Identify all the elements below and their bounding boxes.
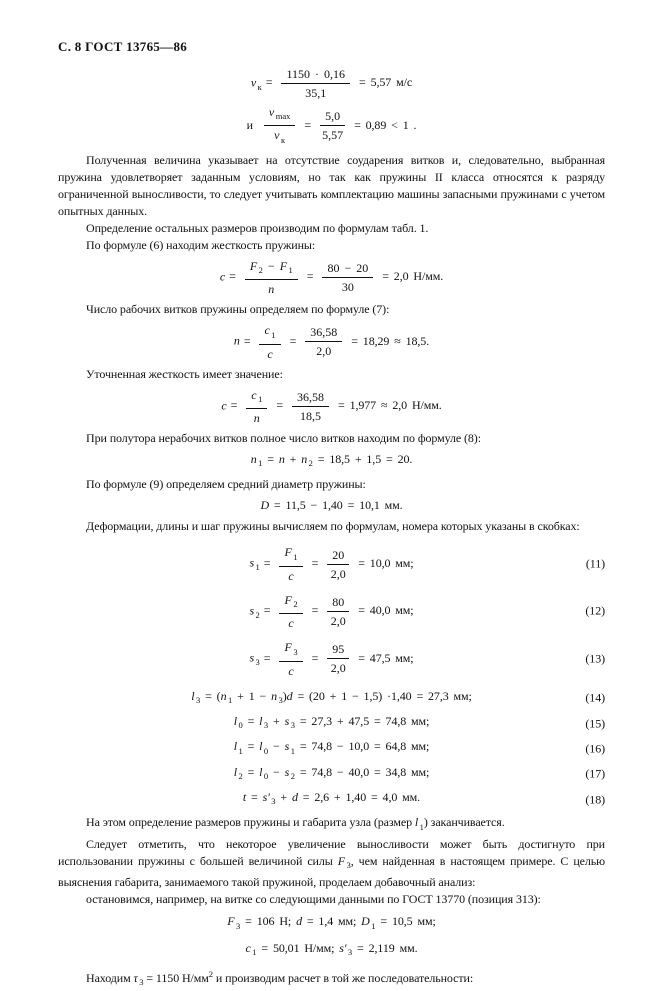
var-F: F [284,545,292,560]
text-run: На этом определение размеров пружины и габарита узла (размер [86,815,415,830]
numerator: 20 [327,548,349,565]
var-v: v [274,128,280,143]
math-text: = [246,790,263,805]
text-run: = 1150 Н/мм [143,971,209,986]
equation-result: = 2,6 + 1,40 = 4,0 мм. [297,790,421,805]
var-l: l [259,739,263,754]
var-F: F [279,258,288,273]
plus-sign: + [284,451,302,466]
var-n: n [301,451,308,466]
paragraph-formula-9: По формуле (9) определяем средний диаметр пружины: [86,477,366,492]
equation-total-coils [58,451,605,472]
subscript: 1 [228,694,233,705]
var-n: n [278,451,285,466]
var-n: n [250,451,257,466]
subscript: 1 [255,562,260,573]
math-text: = 2,119 мм. [352,940,418,955]
subscript: 2 [290,771,295,782]
math-text: = [242,739,260,754]
subscript: 3 [263,720,269,731]
var-v: v [250,75,257,90]
equation-number: (15) [585,716,605,731]
var-t: t [242,790,247,805]
var-D: D [260,498,270,513]
numerator: 5,0 [320,109,345,126]
equation-result: = (20 + 1 − 1,5) ·1,40 = 27,3 мм; [292,688,472,703]
equation-16 [58,738,605,759]
var-d: d [286,688,293,703]
var-d: d [296,914,302,929]
equals-sign: = [243,333,251,348]
paragraph-deformations: Деформации, длины и шаг пружины вычисляем по формулам, номера которых указаны в скобках: [86,519,580,534]
equation-number: (17) [585,766,605,781]
paragraph-sizes-complete [58,814,605,835]
equation-number: (16) [585,741,605,756]
numerator [264,105,295,126]
equation-stiffness [58,259,605,296]
equation-result: = 18,5 + 1,5 = 20. [312,451,413,466]
paragraph-formula-6: По формуле (6) находим жесткость пружины: [86,237,316,252]
equation-14 [58,688,605,709]
data-line-2 [58,940,605,961]
equation-number: (18) [585,792,605,807]
math-text: = ( [200,688,221,703]
paragraph-refined-stiffness: Уточненная жесткость имеет значение: [86,366,283,381]
paragraph-gost-13770: остановимся, например, на витке со следующими данными по ГОСТ 13770 (позиция 313): [86,892,541,907]
subscript: 1 [252,947,257,958]
denominator [279,567,302,583]
var-c: c [219,269,226,284]
equation-result: = 27,3 + 47,5 = 74,8 мм; [294,713,430,728]
var-s: s [249,650,255,665]
subscript: 1 [288,265,293,276]
equals-sign: = [306,269,314,284]
var-n: n [220,688,227,703]
math-text: = 10,5 мм; [375,914,436,929]
var-c: c [288,616,294,631]
equation-result: = 74,8 − 10,0 = 64,8 мм; [294,739,430,754]
subscript: 1 [290,745,295,756]
denominator [279,662,302,678]
math-text: − [268,739,285,754]
subscript: 3 [293,646,298,657]
equation-12 [58,593,605,630]
subscript: 1 [293,551,298,562]
equals-sign: = [265,75,273,90]
subscript: 3 [139,977,144,988]
fraction [259,323,280,360]
equation-17 [58,764,605,785]
var-F: F [284,640,292,655]
var-c: c [267,346,273,361]
equation-mean-diameter [58,497,605,514]
equation-result: = 1,977 ≈ 2,0 Н/мм. [338,398,442,413]
equation-number: (12) [585,603,605,618]
denominator: 2,0 [330,661,346,676]
fraction [327,642,349,675]
math-text: = 1,4 мм; [301,914,362,929]
text-run: , чем найденная в настоящем примере. С целью выяснения габарита, занимаемого такой пружиной, проделаем добавочный анализ: [58,853,605,890]
text-run: и производим расчет в той же последовательности: [213,971,474,986]
equation-result: = 2,0 Н/мм. [382,269,444,284]
var-c: c [288,568,294,583]
denominator: 35,1 [305,86,327,100]
paragraph-conclusion: Полученная величина указывает на отсутствие соударения витков и, следовательно, выбранная пружина удовлетворяет заданным условиям, но так как пружины II класса относятся к разряду ограниченной выносливости, то следует учитывать комплектацию машины запасными пружинами с учетом опытных данных. [58,152,605,218]
subscript: 2 [255,609,260,620]
numerator: 36,58 [292,390,329,407]
var-tau: τ [133,971,138,986]
numerator [245,259,298,280]
var-n: n [253,410,260,425]
var-D: D [361,914,370,929]
equals-sign: = [262,451,279,466]
subscript: к [281,134,286,145]
var-c: c [251,387,257,402]
denominator [264,126,295,146]
subscript: 3 [195,694,201,705]
denominator: 2,0 [316,344,332,359]
numerator [279,545,302,566]
denominator: 2,0 [330,566,346,581]
equals-sign: = [289,333,297,348]
fraction [245,259,298,296]
equals-sign: = [229,269,236,284]
subscript: 0 [263,771,269,782]
paragraph-formula-8: При полутора нерабочих витков полное число витков находим по формуле (8): [86,430,481,445]
subscript: 3 [271,796,276,807]
math-text: ) [282,688,287,703]
subscript: 2 [238,771,243,782]
minus-sign: − [262,258,280,273]
denominator [259,345,280,361]
equation-11 [58,545,605,582]
subscript: max [275,111,291,122]
numerator: 80 [327,595,349,612]
equals-sign: = [276,398,283,413]
equation-result: = 40,0 мм; [358,603,414,618]
paragraph-endurance-note [58,836,605,891]
subscript: 2 [258,265,263,276]
fraction [279,640,302,677]
paragraph-other-dimensions: Определение остальных размеров производим по формулам табл. 1. [86,220,429,235]
denominator: 5,57 [322,128,344,143]
subscript: 1 [258,393,263,404]
equation-result: = 18,29 ≈ 18,5. [351,333,430,348]
math-text: = [242,764,260,779]
subscript: 3 [290,720,295,731]
numerator [259,323,280,344]
denominator: 30 [341,279,354,294]
var-s-prime: s′ [262,790,270,805]
equation-number: (14) [585,690,605,705]
equation-number: (13) [585,651,605,666]
equals-sign: = [311,555,319,570]
subscript: 1 [271,329,276,340]
var-l: l [259,713,263,728]
equation-13 [58,640,605,677]
subscript: 3 [347,947,353,958]
subscript: 1 [371,920,376,931]
subscript: 0 [238,720,243,731]
subscript: 3 [346,860,351,871]
equation-refined-stiffness [58,388,605,425]
equation-number: (11) [585,556,605,571]
subscript: 3 [278,694,283,705]
fraction [305,325,342,358]
numerator [246,388,267,409]
paragraph-formula-7: Число рабочих витков пружины определяем по формуле (7): [86,302,390,317]
page-header: С. 8 ГОСТ 13765—86 [58,39,188,54]
subscript: 3 [236,920,241,931]
fraction [279,545,302,582]
var-n: n [271,688,277,703]
subscript: 2 [293,599,298,610]
fraction [264,105,295,147]
var-d: d [291,790,298,805]
subscript: 1 [419,821,424,832]
equation-result: = 5,57 м/с [359,75,413,90]
fraction [246,388,267,425]
numerator: 1150 · 0,16 [281,67,350,84]
numerator: 36,58 [305,325,342,342]
denominator [245,280,298,296]
equals-sign: = [304,117,312,132]
text-run: ) заканчивается. [423,815,505,830]
subscript: 2 [308,458,313,469]
text-run: Находим [86,971,134,986]
text-run: Следует отметить, что некоторое увеличение выносливости может быть достигнуто при использовании пружины с большей величиной силы [58,836,605,868]
denominator [246,409,267,425]
equation-18 [58,789,605,810]
fraction [327,548,349,581]
var-s: s [284,739,290,754]
numerator [279,593,302,614]
var-v: v [268,105,275,119]
fraction [279,593,302,630]
equals-sign: = [230,398,238,413]
var-s-prime: s′ [339,940,347,955]
equation-result: = 11,5 − 1,40 = 10,1 мм. [269,498,403,513]
data-line-1 [58,913,605,934]
equation-result: = 10,0 мм; [358,555,414,570]
equals-sign: = [263,650,271,665]
numerator: 80 − 20 [322,261,373,278]
equation-velocity-ratio [58,105,605,147]
equals-sign: = [263,603,271,618]
var-l: l [414,815,419,830]
equals-sign: = [311,650,319,665]
var-c: c [245,940,251,955]
fraction [292,390,329,423]
fraction [281,67,350,100]
subscript: 1 [258,458,263,469]
math-text: + 1 − [232,688,272,703]
math-text: = 106 Н; [240,914,297,929]
subscript: 3 [255,656,260,667]
var-n: n [268,282,275,297]
math-text: − [268,764,285,779]
denominator: 18,5 [300,408,321,423]
equation-result: = 47,5 мм; [358,650,414,665]
var-s: s [284,764,290,779]
math-text: = [242,713,260,728]
superscript: 2 [208,969,214,980]
equation-15 [58,713,605,734]
equation-vk [58,67,605,100]
var-l: l [191,688,195,703]
var-F: F [249,258,258,273]
var-s: s [284,713,290,728]
fraction [320,109,345,142]
math-text: = 50,01 Н/мм; [256,940,340,955]
equals-sign: = [311,603,319,618]
var-s: s [249,603,255,618]
var-l: l [233,739,237,754]
equation-result: = 0,89 < 1 . [354,117,417,132]
denominator [279,614,302,630]
numerator [279,640,302,661]
conjunction: и [246,117,253,132]
var-s: s [249,555,255,570]
var-c: c [288,663,294,678]
math-text: + [268,713,285,728]
denominator: 2,0 [330,613,346,628]
var-c: c [221,398,227,413]
fraction [322,261,373,294]
fraction [327,595,349,628]
numerator: 95 [327,642,349,659]
subscript: 0 [263,745,269,756]
var-l: l [233,713,237,728]
var-F: F [284,592,292,607]
equation-result: = 74,8 − 40,0 = 34,8 мм; [294,764,430,779]
var-F: F [227,914,235,929]
equals-sign: = [263,555,271,570]
var-n: n [233,333,240,348]
subscript: к [257,81,262,92]
paragraph-tau-calc [58,966,605,991]
var-l: l [259,764,263,779]
var-c: c [264,323,270,338]
var-F: F [337,853,345,868]
equation-working-coils [58,323,605,360]
var-l: l [233,764,237,779]
math-text: + [275,790,292,805]
subscript: 1 [238,745,243,756]
